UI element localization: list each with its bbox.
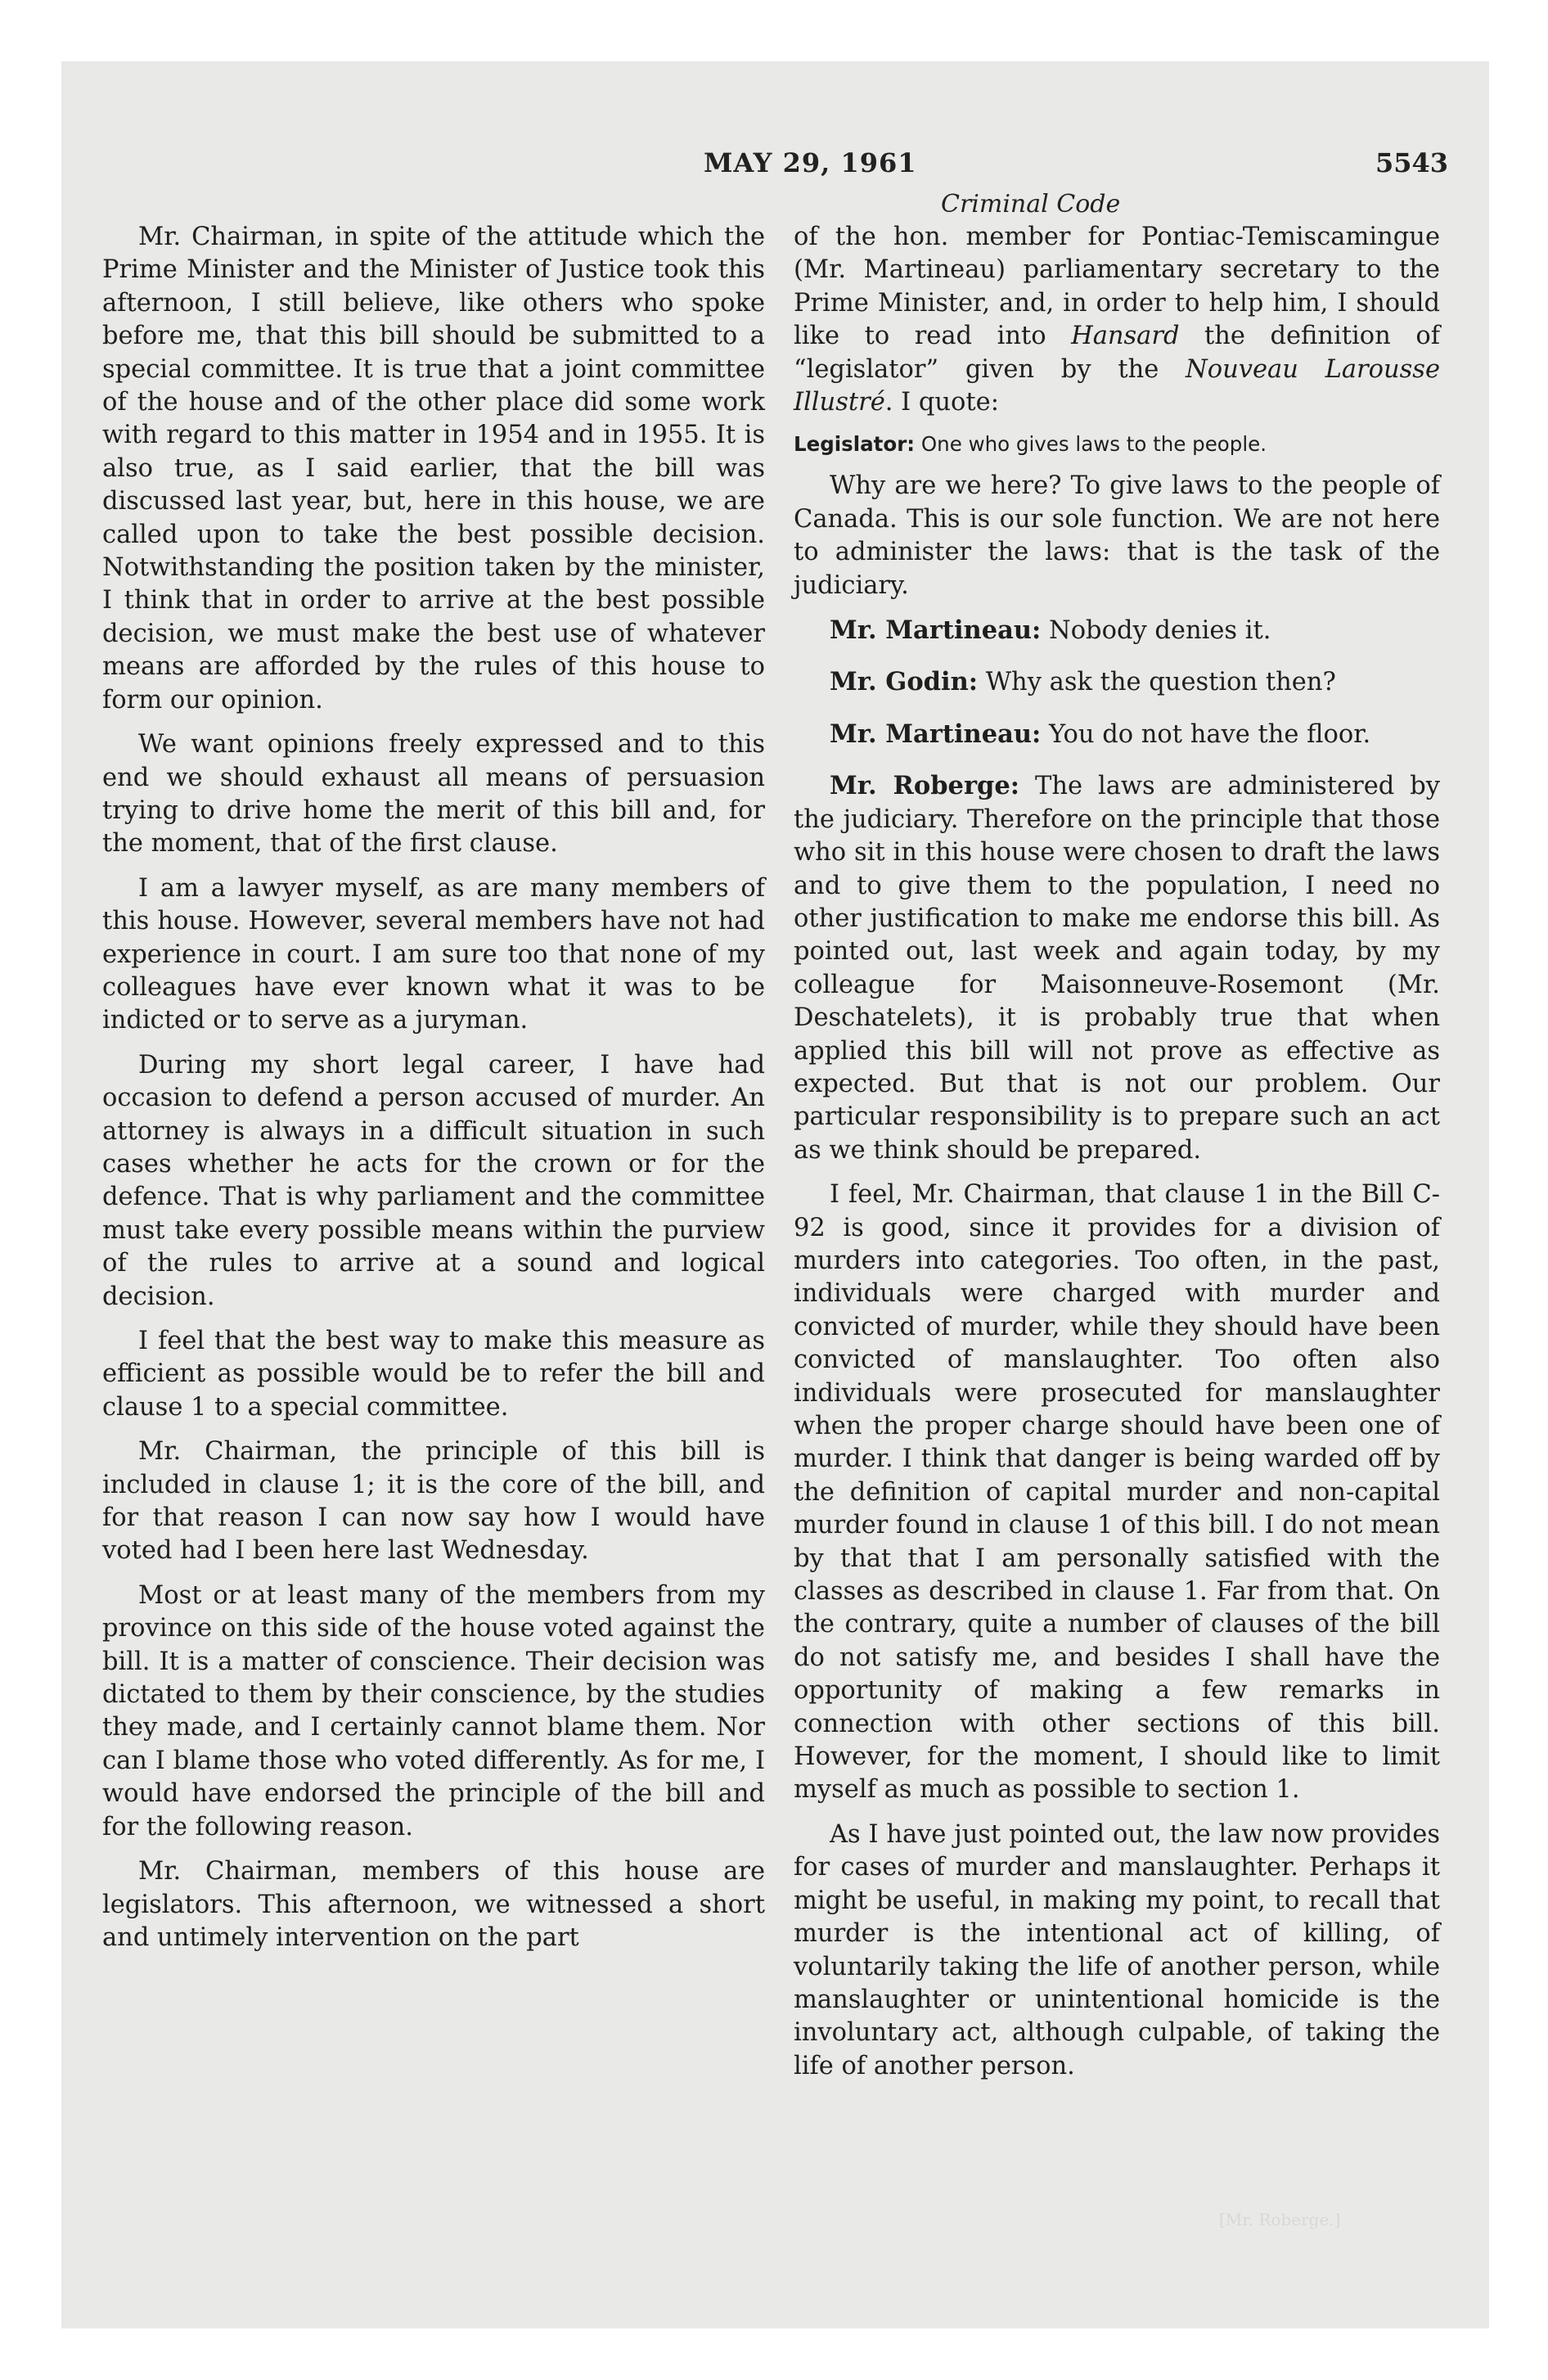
speaker-name: Mr. Martineau: <box>830 615 1042 646</box>
block-quote: Legislator: One who gives laws to the people. <box>794 432 1267 457</box>
left-column <box>102 221 765 1966</box>
page-header <box>98 147 1448 188</box>
speaker-name: Mr. Godin: <box>830 667 979 697</box>
paragraph: I feel that the best way to make this measure as efficient as possible would be to refer the bill and clause 1 to a special committee. <box>102 1327 765 1422</box>
paragraph: Why are we here? To give laws to the people of Canada. This is our sole function. We are not here to administer the laws: that is the task of the judiciary. <box>794 471 1440 600</box>
right-column <box>794 221 1440 2094</box>
hansard-title: Hansard <box>1071 322 1180 351</box>
speaker-name: Mr. Martineau: <box>830 719 1042 749</box>
paragraph: Mr. Chairman, in spite of the attitude which the Prime Minister and the Minister of Justice took this afternoon, I still believe, like others who spoke before me, that this bill should be submitted to a special committee. It is true that a joint committee of the house and of the other place did some work with regard to this matter in 1954 and in 1955. It is also true, as I said earlier, that the bill was discussed last year, but, here in this house, we are called upon to take the best possible decision. Notwithstanding the position taken by the minister, I think that in order to arrive at the best possible decision, we must make the best use of whatever means are afforded by the rules of this house to form our opinion. <box>102 223 765 714</box>
bleed-through-text: [Mr. Roberge.] <box>1219 2210 1341 2229</box>
paragraph: As I have just pointed out, the law now provides for cases of murder and manslaughter. Perhaps it might be useful, in making my point, to recall that murder is the intentional act of killing, of voluntarily taking the life of another person, while manslaughter or unintentional homicide is the involuntary act, although culpable, of taking the life of another person. <box>794 1819 1440 2080</box>
paragraph: Mr. Chairman, the principle of this bill is included in clause 1; it is the core of the bill, and for that reason I can now say how I would have voted had I been here last Wednesday. <box>102 1437 765 1566</box>
paragraph: I feel, Mr. Chairman, that clause 1 in the Bill C-92 is good, since it provides for a division of murders into categories. Too often, in the past, individuals were charged with murder and convicted of murder, while they should have been convicted of manslaughter. Too often also individuals were prosecuted for manslaughter when the proper charge should have been one of murder. I think that danger is being warded off by the definition of capital murder and non-capital murder found in clause 1 of this bill. I do not mean by that that I am personally satisfied with the classes as described in clause 1. Far from that. On the contrary, quite a number of clauses of the bill do not satisfy me, and besides I shall have the opportunity of making a few remarks in connection with other sections of this bill. However, for the moment, I should like to limit myself as much as possible to section 1. <box>794 1180 1440 1805</box>
speaker-name: Mr. Roberge: <box>830 771 1020 801</box>
page-date: MAY 29, 1961 <box>704 147 917 178</box>
page-number: 5543 <box>1375 147 1448 178</box>
interjection: Mr. Godin: Why ask the question then? <box>830 667 1336 697</box>
paragraph: During my short legal career, I have had occasion to defend a person accused of murder. An attorney is always in a difficult situation in such cases whether he acts for the crown or for the defence. That is why parliament and the committee must take every possible means within the purview of the rules to arrive at a sound and logical decision. <box>102 1050 765 1311</box>
paragraph: We want opinions freely expressed and to this end we should exhaust all means of persuasion trying to drive home the merit of this bill and, for the moment, that of the first clause. <box>102 730 765 859</box>
paragraph: Mr. Roberge: The laws are administered by the judiciary. Therefore on the principle that those who sit in this house were chosen to draft the laws and to give them to the population, I need no other justification to make me endorse this bill. As pointed out, last week and again today, by my colleague for Maisonneuve-Rosemont (Mr. Deschatelets), it is probably true that when applied this bill will not prove as effective as expected. But that is not our problem. Our particular responsibility is to prepare such an act as we think should be prepared. <box>794 771 1441 1165</box>
paragraph: I am a lawyer myself, as are many members of this house. However, several members have not had experience in court. I am sure too that none of my colleagues have ever known what it was to be indicted or to serve as a juryman. <box>102 873 765 1035</box>
running-head: Criminal Code <box>941 190 1121 219</box>
larousse-title: Nouveau Larousse Illustré <box>794 354 1440 417</box>
paragraph: Mr. Chairman, members of this house are legislators. This afternoon, we witnessed a short and untimely intervention on the part <box>102 1857 765 1952</box>
paragraph-continued: of the hon. member for Pontiac-Temiscamingue (Mr. Martineau) parliamentary secretary to the Prime Minister, and, in order to help him, I should like to read into Hansard the definition of “legislator” given by the Nouveau Larousse Illustré. I quote: <box>794 223 1440 417</box>
interjection: Mr. Martineau: You do not have the floor. <box>830 719 1371 749</box>
paragraph: Most or at least many of the members from my province on this side of the house voted against the bill. It is a matter of conscience. Their decision was dictated to them by their conscience, by the studies they made, and I certainly cannot blame them. Nor can I blame those who voted differently. As for me, I would have endorsed the principle of the bill and for the following reason. <box>102 1580 765 1841</box>
interjection: Mr. Martineau: Nobody denies it. <box>830 615 1271 646</box>
